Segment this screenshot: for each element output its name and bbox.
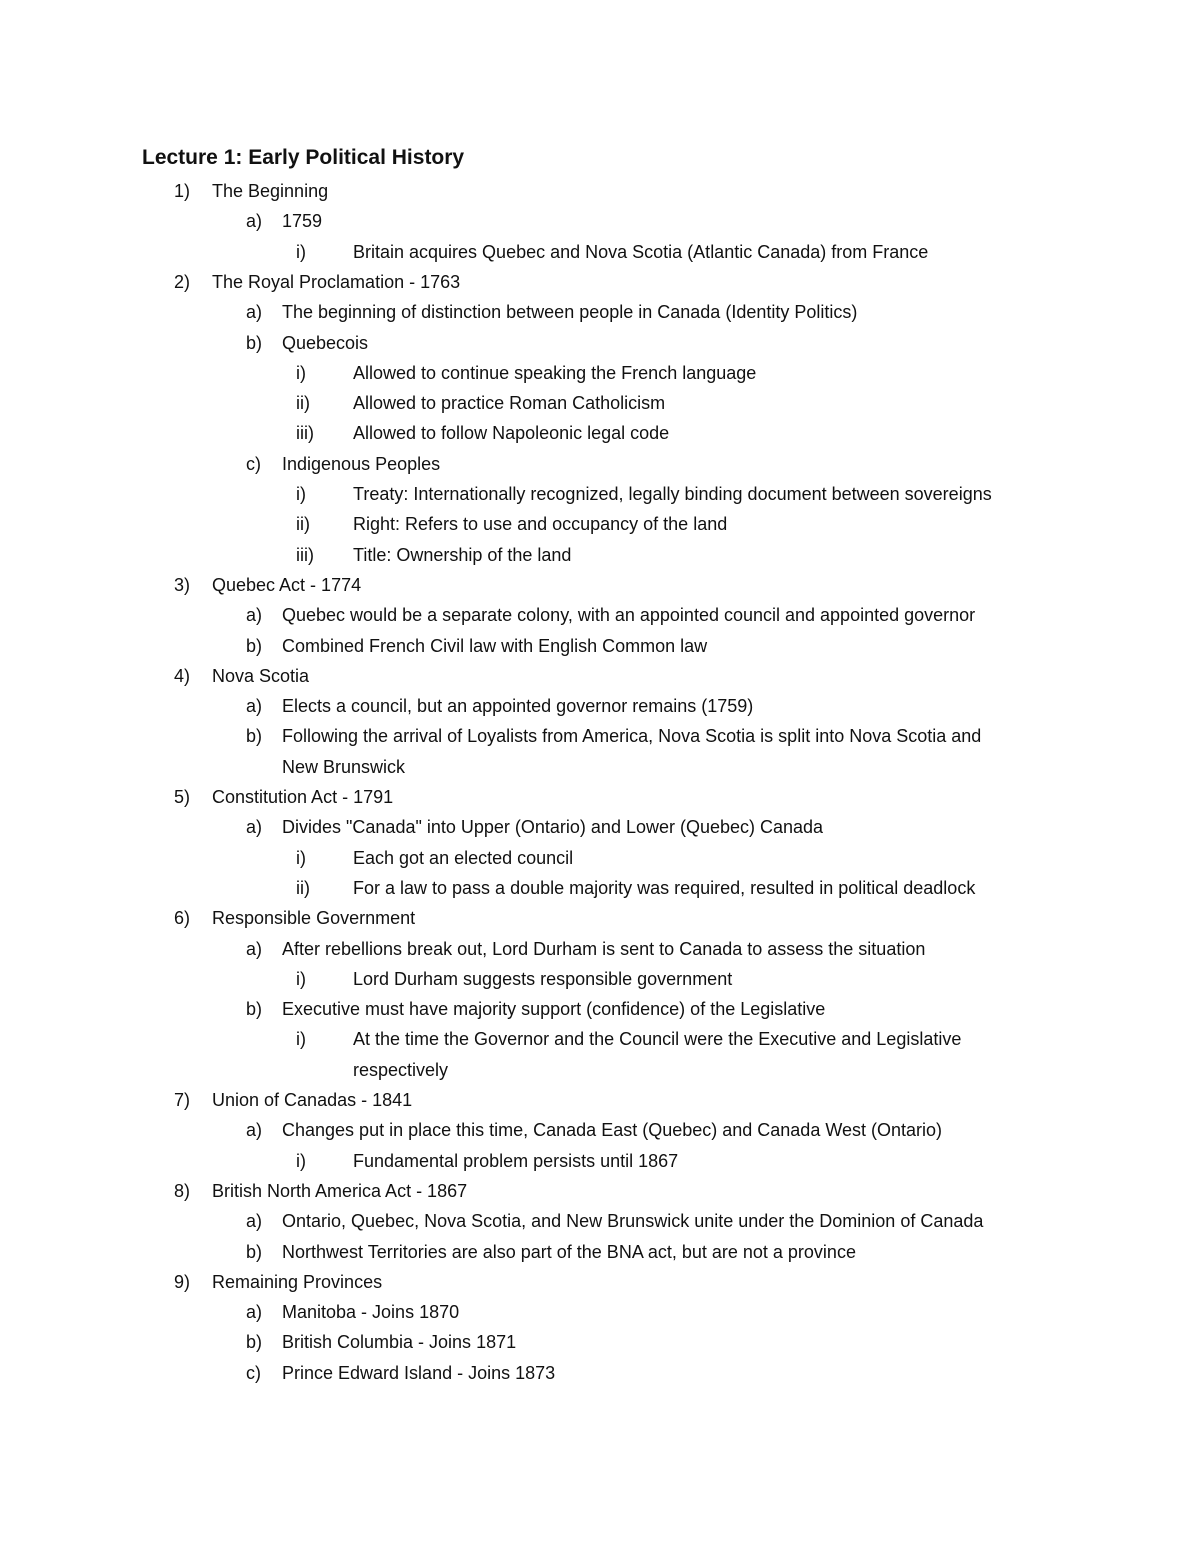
list-marker: ii) (296, 877, 310, 898)
list-item-text: Union of Canadas - 1841 (212, 1090, 413, 1110)
list-item-text: Ontario, Quebec, Nova Scotia, and New Brunswick unite under the Dominion of Canada (282, 1211, 984, 1232)
list-marker: i) (296, 968, 306, 989)
page-title: Lecture 1: Early Political History (142, 146, 465, 169)
list-marker: 5) (174, 787, 191, 807)
list-item-text: Quebec Act - 1774 (212, 574, 362, 595)
list-item-text: British North America Act - 1867 (212, 1180, 468, 1201)
list-marker: iii) (296, 544, 314, 565)
list-marker: a) (246, 605, 263, 626)
list-marker: 2) (174, 271, 191, 292)
list-item-text: Fundamental problem persists until 1867 (353, 1150, 679, 1171)
list-item-text: Quebecois (282, 332, 369, 353)
list-item-text: Britain acquires Quebec and Nova Scotia (Atlantic Canada) from France (353, 241, 929, 262)
list-marker: b) (246, 726, 263, 747)
list-item-text: New Brunswick (282, 756, 406, 777)
list-item-text: The beginning of distinction between people in Canada (Identity Politics) (282, 302, 858, 323)
list-item-text: Constitution Act - 1791 (212, 787, 394, 807)
list-marker: 3) (174, 574, 191, 595)
list-marker: i) (296, 241, 306, 262)
list-marker: 4) (174, 665, 191, 686)
list-item-text: The Royal Proclamation - 1763 (212, 271, 461, 292)
list-item-text: Allowed to continue speaking the French language (353, 362, 757, 383)
list-item-text: Combined French Civil law with English Common law (282, 635, 708, 656)
list-marker: a) (246, 1120, 263, 1141)
list-item-text: Lord Durham suggests responsible government (353, 968, 733, 989)
list-marker: iii) (296, 423, 314, 444)
list-item-text: Nova Scotia (212, 665, 310, 686)
list-item-text: Allowed to practice Roman Catholicism (353, 393, 666, 414)
list-marker: b) (246, 635, 263, 656)
list-item-text: Each got an elected council (353, 847, 574, 868)
list-item-text: British Columbia - Joins 1871 (282, 1332, 517, 1353)
list-marker: i) (296, 362, 306, 383)
list-item-text: For a law to pass a double majority was required, resulted in political deadlock (353, 877, 976, 898)
list-marker: 7) (174, 1090, 191, 1110)
list-item-text: Responsible Government (212, 908, 416, 929)
list-marker: a) (246, 1211, 263, 1232)
list-item-text: At the time the Governor and the Council were the Executive and Legislative (353, 1029, 962, 1050)
list-item-text: respectively (353, 1059, 449, 1080)
list-marker: i) (296, 1150, 306, 1171)
list-item-text: Divides "Canada" into Upper (Ontario) and Lower (Quebec) Canada (282, 817, 824, 838)
list-marker: ii) (296, 393, 310, 414)
list-item-text: Elects a council, but an appointed governor remains (1759) (282, 696, 754, 717)
list-item-text: The Beginning (212, 181, 329, 201)
list-item-text: Right: Refers to use and occupancy of the land (353, 514, 728, 535)
list-marker: a) (246, 696, 263, 717)
list-item-text: Quebec would be a separate colony, with an appointed council and appointed governor (282, 605, 976, 626)
list-marker: b) (246, 999, 263, 1020)
list-item-text: After rebellions break out, Lord Durham is sent to Canada to assess the situation (282, 938, 926, 959)
list-marker: 9) (174, 1271, 191, 1292)
list-marker: i) (296, 847, 306, 868)
list-item-text: Manitoba - Joins 1870 (282, 1302, 460, 1323)
list-item-text: Changes put in place this time, Canada East (Quebec) and Canada West (Ontario) (282, 1120, 943, 1141)
list-item-text: Allowed to follow Napoleonic legal code (353, 423, 670, 444)
list-item-text: Title: Ownership of the land (353, 544, 572, 565)
list-marker: a) (246, 211, 263, 232)
list-marker: b) (246, 1241, 263, 1262)
list-marker: i) (296, 484, 306, 504)
list-marker: ii) (296, 514, 310, 535)
list-marker: 1) (174, 181, 191, 201)
list-item-text: Prince Edward Island - Joins 1873 (282, 1362, 556, 1383)
list-marker: c) (246, 453, 261, 474)
list-marker: a) (246, 302, 263, 323)
list-item-text: 1759 (282, 211, 323, 232)
list-item-text: Indigenous Peoples (282, 453, 441, 474)
list-item-text: Remaining Provinces (212, 1271, 383, 1292)
list-item-text: Northwest Territories are also part of the BNA act, but are not a province (282, 1241, 856, 1262)
list-marker: c) (246, 1362, 261, 1383)
list-marker: b) (246, 1332, 263, 1353)
list-item-text: Following the arrival of Loyalists from America, Nova Scotia is split into Nova Scotia and (282, 726, 982, 747)
list-item-text: Treaty: Internationally recognized, legally binding document between sovereigns (353, 484, 992, 504)
list-marker: 6) (174, 908, 191, 929)
list-marker: b) (246, 332, 263, 353)
list-marker: a) (246, 938, 263, 959)
list-marker: a) (246, 817, 263, 838)
list-item-text: Executive must have majority support (confidence) of the Legislative (282, 999, 826, 1020)
list-marker: i) (296, 1029, 306, 1050)
list-marker: 8) (174, 1180, 191, 1201)
list-marker: a) (246, 1302, 263, 1323)
